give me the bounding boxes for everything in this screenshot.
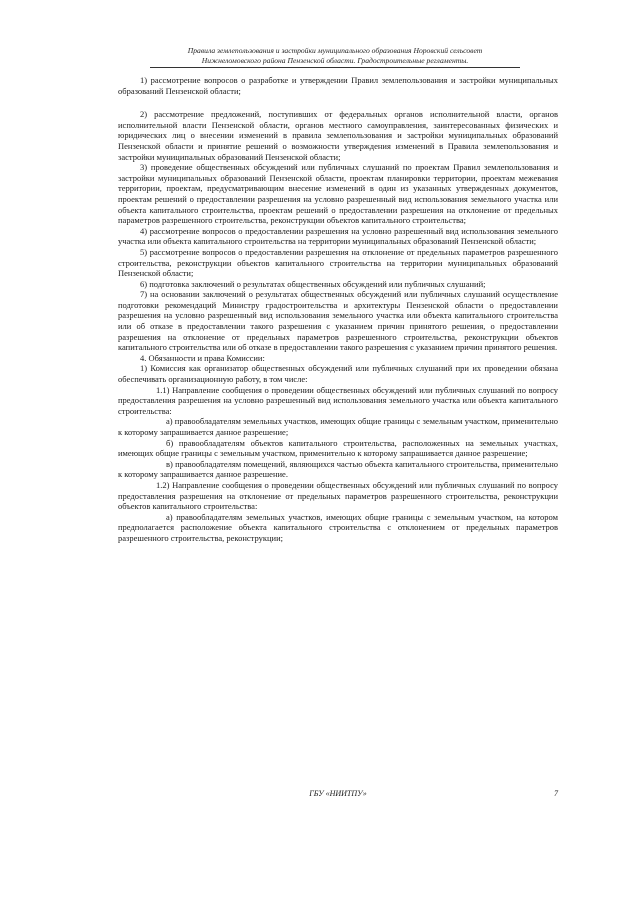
paragraph-1-1-c: в) правообладателям помещений, являющихся частью объекта капитального строительства, применительно к которому запрашивается данное разрешение. — [118, 458, 558, 480]
footer-organization: ГБУ «НИИТПУ» — [309, 789, 367, 798]
paragraph-item-7: 7) на основании заключений о результатах общественных обсуждений или публичных слушаний осуществление подготовки рекомендаций Министру градостроительства и архитектуры Пензенской области о предоставлении разрешения на условно разрешенный вид использования земельного участка или объекта капитального строительства или об отказе в предоставлении такого разрешения с указанием причин принятого решения, о предоставлении разрешения на отклонение от предельных параметров разрешенного строительства, реконструкции объектов капитального строительства или об отказе в предоставлении такого разрешения с указанием причин принятого решения. — [118, 289, 558, 353]
paragraph-1-2: 1.2) Направление сообщения о проведении общественных обсуждений или публичных слушаний по вопросу предоставления разрешения на отклонение от предельных параметров разрешенного строительства, реконструкции объектов капитального строительства: — [118, 479, 558, 512]
header-rule — [150, 67, 520, 68]
paragraph-1-1-a: а) правообладателям земельных участков, имеющих общие границы с земельным участком, применительно к которому запрашивается данное разрешение; — [118, 416, 558, 437]
header-line-2: Нижнеломовского района Пензенской области. Градостроительные регламенты. — [201, 56, 469, 65]
page-footer — [118, 789, 558, 801]
paragraph-item-2: 2) рассмотрение предложений, поступивших от федеральных органов исполнительной власти, органов исполнительной власти Пензенской области, органов местного самоуправления, заинтересованных физических и юридических лиц о внесении изменений в правила землепользования и застройки муниципальных образований Пензенской области и принятие решений о возможности утверждения изменений в Правила землепользования и застройки муниципальных образований Пензенской области; — [118, 109, 558, 162]
paragraph-item-1: 1) рассмотрение вопросов о разработке и утверждении Правил землепользования и застройки муниципальных образований Пензенской области; — [118, 75, 558, 96]
paragraph-item-6: 6) подготовка заключений о результатах общественных обсуждений или публичных слушаний; — [140, 278, 486, 289]
paragraph-item-5: 5) рассмотрение вопросов о предоставлении разрешения на отклонение от предельных параметров разрешенного строительства, реконструкции объектов капитального строительства на территории муниципальных образований Пензенской области; — [118, 246, 558, 279]
paragraph-item-4: 4) рассмотрение вопросов о предоставлении разрешения на условно разрешенный вид использования земельного участка или объекта капитального строительства на территории муниципальных образований Пензенской области; — [118, 225, 558, 247]
paragraph-1-2-a: а) правообладателям земельных участков, имеющих общие границы с земельным участком, на котором предполагается расположение объекта капитального строительства с отклонением от предельных параметров разрешенного строительства, реконструкции; — [118, 511, 558, 543]
running-header — [150, 46, 520, 68]
document-body — [118, 75, 558, 544]
header-line-1: Правила землепользования и застройки муниципального образования Норовский сельсовет — [187, 46, 483, 55]
section-heading: 4. Обязанности и права Комиссии: — [140, 352, 265, 363]
paragraph-item-3: 3) проведение общественных обсуждений или публичных слушаний по проектам Правил землепользования и застройки муниципальных образований Пензенской области, проектам планировки территории, проектам межевания территории, проектам, предусматривающим внесение изменений в один из указанных утвержденных документов, проектам решений о предоставлении разрешения на условно разрешенный вид использования земельного участка или объекта капитального строительства, проектам решений о предоставлении разрешения на отклонение от предельных параметров разрешенного строительства, реконструкции объектов капитального строительства; — [118, 162, 558, 226]
paragraph-duties: 1) Комиссия как организатор общественных обсуждений или публичных слушаний при их проведении обязана обеспечивать организационную работу, в том числе: — [118, 363, 558, 385]
page-number: 7 — [554, 789, 558, 798]
paragraph-1-1: 1.1) Направление сообщения о проведении общественных обсуждений или публичных слушаний по вопросу предоставления разрешения на условно разрешенный вид использования земельного участка или объекта капитального строительства: — [118, 384, 558, 416]
paragraph-1-1-b: б) правообладателям объектов капитального строительства, расположенных на земельных участках, имеющих общие границы с земельным участком, применительно к которому запрашивается данное разрешение; — [118, 437, 558, 459]
